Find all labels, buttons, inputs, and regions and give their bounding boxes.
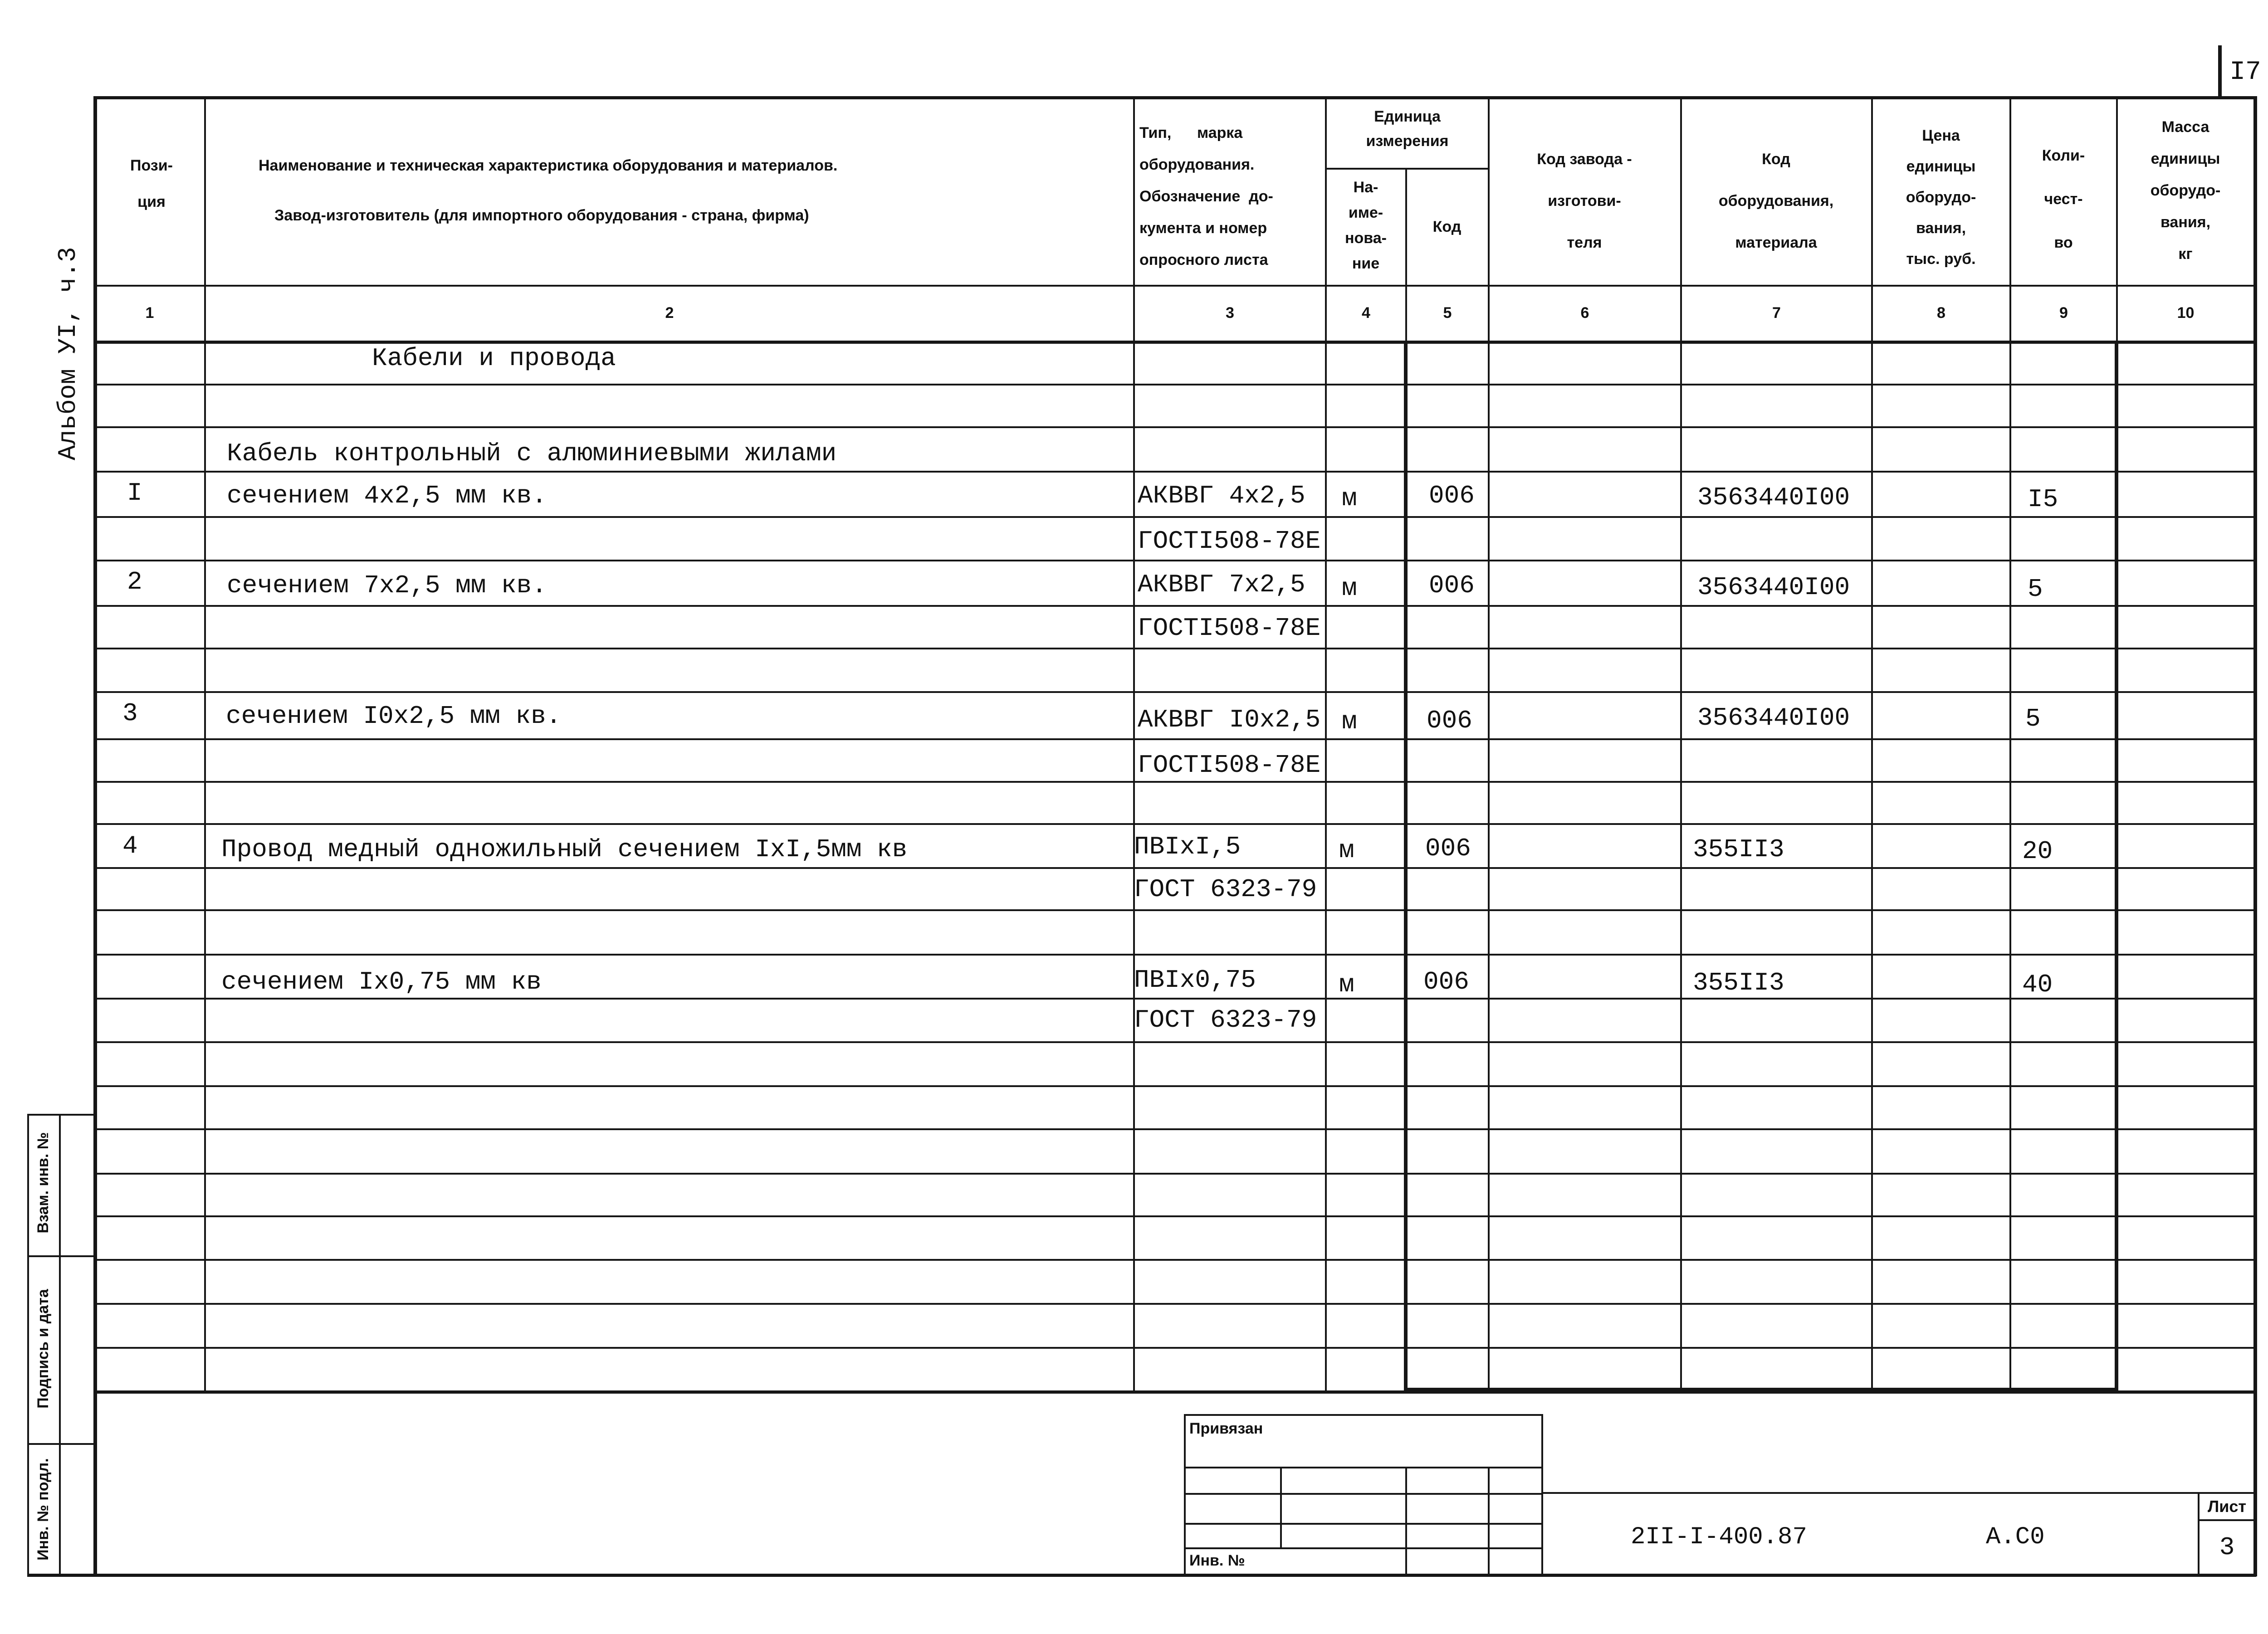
item-position: 4 xyxy=(122,831,138,860)
header-mass: Масса единицы оборудо- вания, кг xyxy=(2150,118,2221,263)
title-block-left xyxy=(1184,1414,1186,1575)
row-line xyxy=(95,909,2254,911)
table-bottom-line xyxy=(95,1390,2254,1394)
inv-number-label: Инв. № xyxy=(1189,1552,1245,1569)
col-number: 5 xyxy=(1443,304,1452,322)
side-stamp-inv-podl: Инв. № подл. xyxy=(34,1458,52,1561)
unit-header-split xyxy=(1325,168,1489,170)
item-name: Провод медный одножильный сечением IхI,5мм кв xyxy=(221,835,908,864)
item-name: сечением 4х2,5 мм кв. xyxy=(227,481,547,510)
item-unit: м xyxy=(1339,970,1354,999)
col-line-7 xyxy=(1871,96,1873,1393)
row-line xyxy=(95,560,2254,561)
row-line xyxy=(95,954,2254,956)
side-stamp-mid xyxy=(59,1114,61,1575)
item-unit-code: 006 xyxy=(1423,967,1469,996)
frame-right-line xyxy=(2253,96,2257,1576)
side-stamp-vzam: Взам. инв. № xyxy=(34,1132,52,1234)
item-unit: м xyxy=(1339,836,1354,865)
item-type: АКВВГ 4х2,5 xyxy=(1138,481,1305,510)
col-number: 7 xyxy=(1772,304,1781,322)
title-block-right xyxy=(1541,1414,1543,1575)
item-quantity: 20 xyxy=(2022,837,2053,866)
row-line xyxy=(95,1128,2254,1130)
item-name: сечением Iх0,75 мм кв xyxy=(221,967,542,996)
item-type: АКВВГ 7х2,5 xyxy=(1138,570,1305,599)
row-line xyxy=(95,426,2254,428)
row-line xyxy=(95,1041,2254,1043)
row-line xyxy=(95,1303,2254,1305)
item-code: 355II3 xyxy=(1693,968,1784,997)
col-line-8 xyxy=(2009,96,2011,1393)
item-name: сечением I0х2,5 мм кв. xyxy=(226,702,562,731)
side-stamp-div-1 xyxy=(27,1255,95,1257)
title-block-col-2 xyxy=(1405,1467,1407,1575)
col-number: 4 xyxy=(1362,304,1370,322)
header-name: Наименование и техническая характеристика оборудования и материалов. Завод-изготовитель (для импортного оборудования - страна, фирма) xyxy=(259,157,838,224)
item-quantity: I5 xyxy=(2028,485,2058,514)
row-line xyxy=(95,823,2254,825)
document-code: 2II-I-400.87 xyxy=(1631,1523,1807,1551)
row-line xyxy=(95,516,2254,518)
row-line xyxy=(95,998,2254,1000)
item-quantity: 5 xyxy=(2028,575,2043,604)
item-code: 3563440I00 xyxy=(1697,703,1850,732)
header-position: Пози- ция xyxy=(130,157,173,210)
row-line xyxy=(95,1347,2254,1349)
col-line-2 xyxy=(1133,96,1135,1393)
item-standard: ГОСТI508-78Е xyxy=(1138,751,1321,780)
frame-bottom-line xyxy=(27,1574,2256,1577)
row-line xyxy=(95,1085,2254,1087)
item-unit-code: 006 xyxy=(1425,834,1471,863)
item-standard: ГОСТI508-78Е xyxy=(1138,527,1321,556)
row-line xyxy=(95,648,2254,649)
item-standard: ГОСТ 6323-79 xyxy=(1134,1005,1317,1034)
item-unit-code: 006 xyxy=(1429,571,1475,600)
side-stamp-left xyxy=(27,1114,29,1575)
item-position: 2 xyxy=(127,567,142,596)
sheet-label: Лист xyxy=(2207,1497,2247,1516)
col-number: 9 xyxy=(2059,304,2068,322)
row-line xyxy=(95,738,2254,740)
item-type: ПВIхI,5 xyxy=(1134,832,1241,861)
title-block-col-3 xyxy=(1488,1467,1490,1575)
frame-top-line xyxy=(95,96,2255,99)
sheet-number: 3 xyxy=(2219,1533,2235,1562)
header-unit: Единица измерения xyxy=(1366,108,1449,150)
album-label: Альбом УI, ч.3 xyxy=(54,247,83,460)
item-position: I xyxy=(127,478,142,507)
row-line xyxy=(95,605,2254,607)
header-equipment-code: Код оборудования, материала xyxy=(1718,151,1834,251)
item-quantity: 40 xyxy=(2022,970,2053,999)
col-number: 3 xyxy=(1226,304,1234,322)
col-line-3 xyxy=(1325,96,1327,1393)
item-standard: ГОСТI508-78Е xyxy=(1138,614,1321,643)
row-line xyxy=(95,1215,2254,1217)
corner-box-left xyxy=(2218,45,2222,96)
item-unit-code: 006 xyxy=(1427,706,1472,735)
document-mark: А.С0 xyxy=(1986,1523,2045,1551)
header-type: Тип, марка оборудования. Обозначение до- кумента и номер опросного листа xyxy=(1139,124,1273,268)
item-code: 3563440I00 xyxy=(1697,573,1850,602)
row-line xyxy=(95,781,2254,783)
header-price: Цена единицы оборудо- вания, тыс. руб. xyxy=(1906,127,1976,268)
item-code: 3563440I00 xyxy=(1697,483,1850,512)
row-line xyxy=(95,384,2254,385)
row-line xyxy=(95,1259,2254,1261)
row-line xyxy=(95,1173,2254,1175)
sheet-box-split xyxy=(2198,1519,2254,1521)
col-number: 10 xyxy=(2177,304,2195,322)
row-line xyxy=(95,691,2254,693)
header-unit-code: Код xyxy=(1432,218,1461,235)
header-unit-name: На- име- нова- ние xyxy=(1345,179,1387,272)
item-unit: м xyxy=(1342,707,1357,736)
col-line-6 xyxy=(1680,96,1682,1393)
col-line-5 xyxy=(1488,96,1490,1393)
item-code: 355II3 xyxy=(1693,835,1784,864)
item-type: ПВIх0,75 xyxy=(1134,966,1256,995)
privyazan-label: Привязан xyxy=(1189,1420,1263,1437)
col-number: 1 xyxy=(145,304,154,322)
title-block-col-1 xyxy=(1280,1467,1282,1547)
header-quantity: Коли- чест- во xyxy=(2042,147,2085,251)
item-unit-code: 006 xyxy=(1429,481,1475,510)
item-unit: м xyxy=(1342,484,1357,513)
row-line xyxy=(95,471,2254,473)
col-number: 6 xyxy=(1580,304,1589,322)
item-standard: ГОСТ 6323-79 xyxy=(1134,875,1317,904)
section-title: Кабели и провода xyxy=(372,344,616,373)
header-bottom-line xyxy=(95,285,2254,287)
item-quantity: 5 xyxy=(2025,704,2041,733)
row-line xyxy=(95,867,2254,869)
side-stamp-podpis: Подпись и дата xyxy=(34,1289,52,1409)
item-unit: м xyxy=(1342,574,1357,603)
item-name: сечением 7х2,5 мм кв. xyxy=(227,571,547,600)
header-plant-code: Код завода - изготови- теля xyxy=(1537,151,1632,251)
section-subtitle: Кабель контрольный с алюминиевыми жилами xyxy=(227,439,837,468)
col-number: 2 xyxy=(665,304,674,322)
sheet-corner-number: I7 xyxy=(2229,58,2261,87)
col-number: 8 xyxy=(1937,304,1945,322)
title-block-main-top xyxy=(1541,1492,2255,1494)
item-type: АКВВГ I0х2,5 xyxy=(1138,705,1321,734)
col-line-1 xyxy=(204,96,206,1393)
item-position: 3 xyxy=(122,699,138,728)
